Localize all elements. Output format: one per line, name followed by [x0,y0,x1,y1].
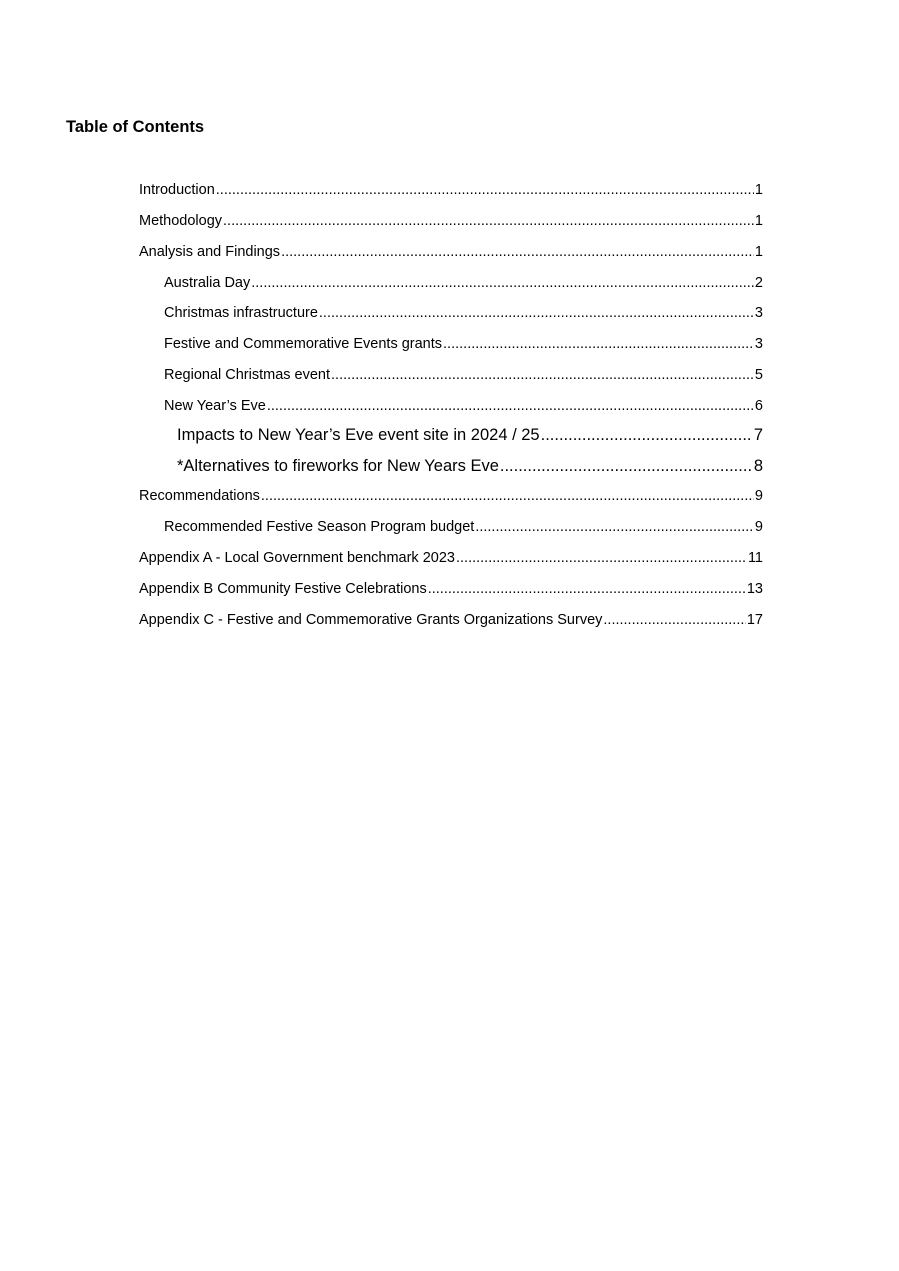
toc-dot-leader [319,303,754,323]
toc-page-number: 17 [746,612,763,628]
toc-entry-appendix-c[interactable] [139,610,763,630]
toc-dot-leader [216,180,754,200]
toc-dot-leader [475,517,754,537]
toc-entry-title: Introduction [139,182,215,198]
toc-dot-leader [261,486,754,506]
toc-entry-title: Appendix B Community Festive Celebrations [139,581,427,597]
toc-page-number: 5 [754,367,763,383]
toc-dot-leader [603,610,745,630]
toc-entry-appendix-b[interactable] [139,579,763,599]
toc-entry-nye-event-site-impacts[interactable] [177,424,763,446]
toc-dot-leader [251,273,754,293]
toc-page-number: 9 [754,488,763,504]
toc-dot-leader [267,396,754,416]
toc-entry-regional-christmas-event[interactable] [164,365,763,385]
toc-dot-leader [331,365,754,385]
toc-entry-title: Appendix C - Festive and Commemorative Grants Organizations Survey [139,612,603,628]
toc-page-number: 3 [754,305,763,321]
toc-entry-title: *Alternatives to fireworks for New Years Eve [177,457,499,475]
toc-entry-recommendations[interactable] [139,486,763,506]
toc-entry-new-years-eve[interactable] [164,396,763,416]
toc-dot-leader [500,455,753,477]
toc-page-number: 9 [754,519,763,535]
toc-entry-analysis-and-findings[interactable] [139,242,763,262]
toc-page-number: 1 [754,213,763,229]
toc-entry-title: Impacts to New Year’s Eve event site in 2024 / 25 [177,426,540,444]
toc-page-number: 7 [753,426,763,444]
toc-entry-title: Methodology [139,213,223,229]
toc-dot-leader [281,242,754,262]
toc-dot-leader [428,579,746,599]
toc-entry-title: Analysis and Findings [139,244,281,260]
toc-entry-australia-day[interactable] [164,273,763,293]
toc-entry-title: Recommended Festive Season Program budget [164,519,475,535]
toc-entry-introduction[interactable] [139,180,763,200]
toc-page-number: 13 [746,581,763,597]
toc-entry-methodology[interactable] [139,211,763,231]
toc-entry-christmas-infrastructure[interactable] [164,303,763,323]
toc-entry-title: Appendix A - Local Government benchmark 2023 [139,550,455,566]
toc-entry-title: Australia Day [164,275,251,291]
toc-entry-alternatives-to-fireworks[interactable] [177,455,763,477]
toc-page-number: 1 [754,244,763,260]
toc-page-number: 11 [747,550,763,566]
toc-entry-title: Festive and Commemorative Events grants [164,336,443,352]
toc-page-number: 2 [754,275,763,291]
toc-entry-appendix-a[interactable] [139,548,763,568]
toc-dot-leader [443,334,754,354]
toc-page-number: 1 [754,182,763,198]
toc-page-number: 6 [754,398,763,414]
toc-entry-title: New Year’s Eve [164,398,266,414]
toc-dot-leader [223,211,754,231]
toc-entry-title: Christmas infrastructure [164,305,318,321]
toc-entry-festive-commemorative-grants[interactable] [164,334,763,354]
toc-page-number: 8 [753,457,763,475]
toc-heading: Table of Contents [66,118,205,136]
toc-entry-title: Recommendations [139,488,260,504]
toc-dot-leader [456,548,747,568]
toc-entry-title: Regional Christmas event [164,367,331,383]
toc-page-number: 3 [754,336,763,352]
toc-entry-recommended-budget[interactable] [164,517,763,537]
toc-dot-leader [541,424,753,446]
